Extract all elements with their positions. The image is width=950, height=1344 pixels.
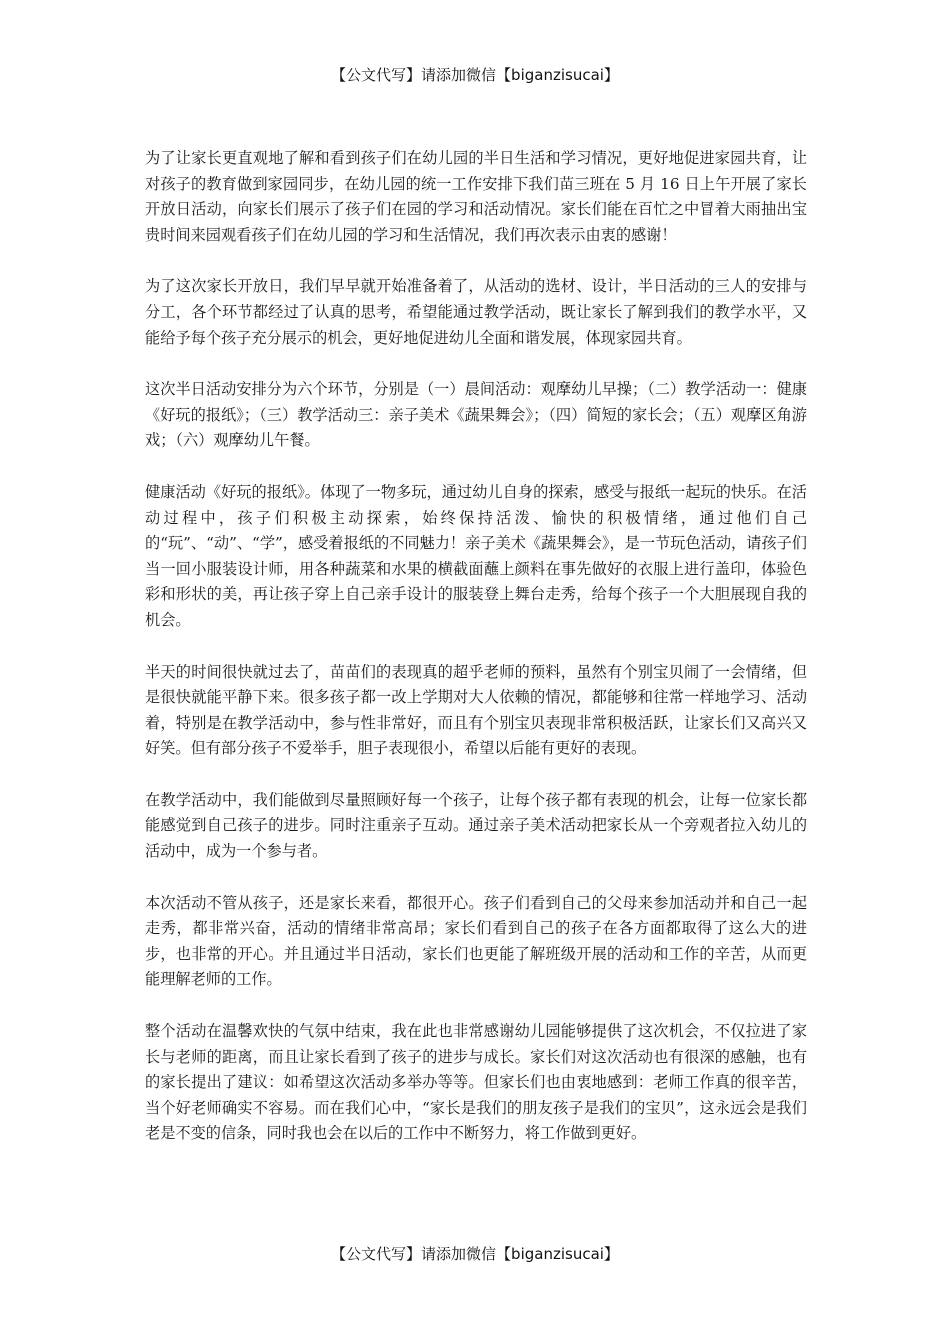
paragraph-7: 本次活动不管从孩子，还是家长来看，都很开心。孩子们看到自己的父母来参加活动并和自己一起走秀，都非常兴奋，活动的情绪非常高昂；家长们看到自己的孩子在各方面都取得了这么大的进步，也非常的开心。并且通过半日活动，家长们也更能了解班级开展的活动和工作的辛苦，从而更能理解老师的工作。 [145,893,807,989]
paragraph-4: 健康活动《好玩的报纸》。体现了一物多玩，通过幼儿自身的探索，感受与报纸一起玩的快乐。在活动过程中，孩子们积极主动探索，始终保持活泼、愉快的积极情绪，通过他们自己的“玩”、“动”、“学”，感受着报纸的不同魅力！亲子美术《蔬果舞会》，是一节玩色活动，请孩子们当一回小服装设计师，用各种蔬菜和水果的横截面蘸上颜料在事先做好的衣服上进行盖印，体验色彩和形状的美，再让孩子穿上自己亲手设计的服装登上舞台走秀，给每个孩子一个大胆展现自我的机会。 [145,482,807,629]
paragraph-3: 这次半日活动安排分为六个环节，分别是（一）晨间活动：观摩幼儿早操；（二）教学活动一：健康《好玩的报纸》；（三）教学活动三：亲子美术《蔬果舞会》；（四）简短的家长会；（五）观摩区角游戏；（六）观摩幼儿午餐。 [145,380,807,450]
paragraph-8: 整个活动在温馨欢快的气氛中结束，我在此也非常感谢幼儿园能够提供了这次机会，不仅拉进了家长与老师的距离，而且让家长看到了孩子的进步与成长。家长们对这次活动也有很深的感触，也有的家长提出了建议：如希望这次活动多举办等等。但家长们也由衷地感到：老师工作真的很辛苦，当个好老师确实不容易。而在我们心中，“家长是我们的朋友孩子是我们的宝贝”，这永远会是我们老是不变的信条，同时我也会在以后的工作中不断努力，将工作做到更好。 [145,1022,807,1143]
document-body [145,146,807,1173]
page-footer: 【公文代写】请添加微信【biganzisucai】 [331,1245,619,1263]
paragraph-5: 半天的时间很快就过去了，苗苗们的表现真的超乎老师的预料，虽然有个别宝贝闹了一会情绪，但是很快就能平静下来。很多孩子都一改上学期对大人依赖的情况，都能够和往常一样地学习、活动着，特别是在教学活动中，参与性非常好，而且有个别宝贝表现非常积极活跃，让家长们又高兴又好笑。但有部分孩子不爱举手，胆子表现很小，希望以后能有更好的表现。 [145,662,807,758]
page-header: 【公文代写】请添加微信【biganzisucai】 [331,66,619,84]
paragraph-1: 为了让家长更直观地了解和看到孩子们在幼儿园的半日生活和学习情况，更好地促进家园共育，让对孩子的教育做到家园同步，在幼儿园的统一工作安排下我们苗三班在 5 月 16 日上午开展了家长开放日活动，向家长们展示了孩子们在园的学习和活动情况。家长们能在百忙之中冒着大雨抽出宝贵时间来园观看孩子们在幼儿园的学习和生活情况，我们再次表示由衷的感谢！ [145,149,807,244]
paragraph-2: 为了这次家长开放日，我们早早就开始准备着了，从活动的选材、设计，半日活动的三人的安排与分工，各个环节都经过了认真的思考，希望能通过教学活动，既让家长了解到我们的教学水平，又能给予每个孩子充分展示的机会，更好地促进幼儿全面和谐发展，体现家园共育。 [145,277,807,347]
paragraph-6: 在教学活动中，我们能做到尽量照顾好每一个孩子，让每个孩子都有表现的机会，让每一位家长都能感觉到自己孩子的进步。同时注重亲子互动。通过亲子美术活动把家长从一个旁观者拉入幼儿的活动中，成为一个参与者。 [145,790,807,861]
